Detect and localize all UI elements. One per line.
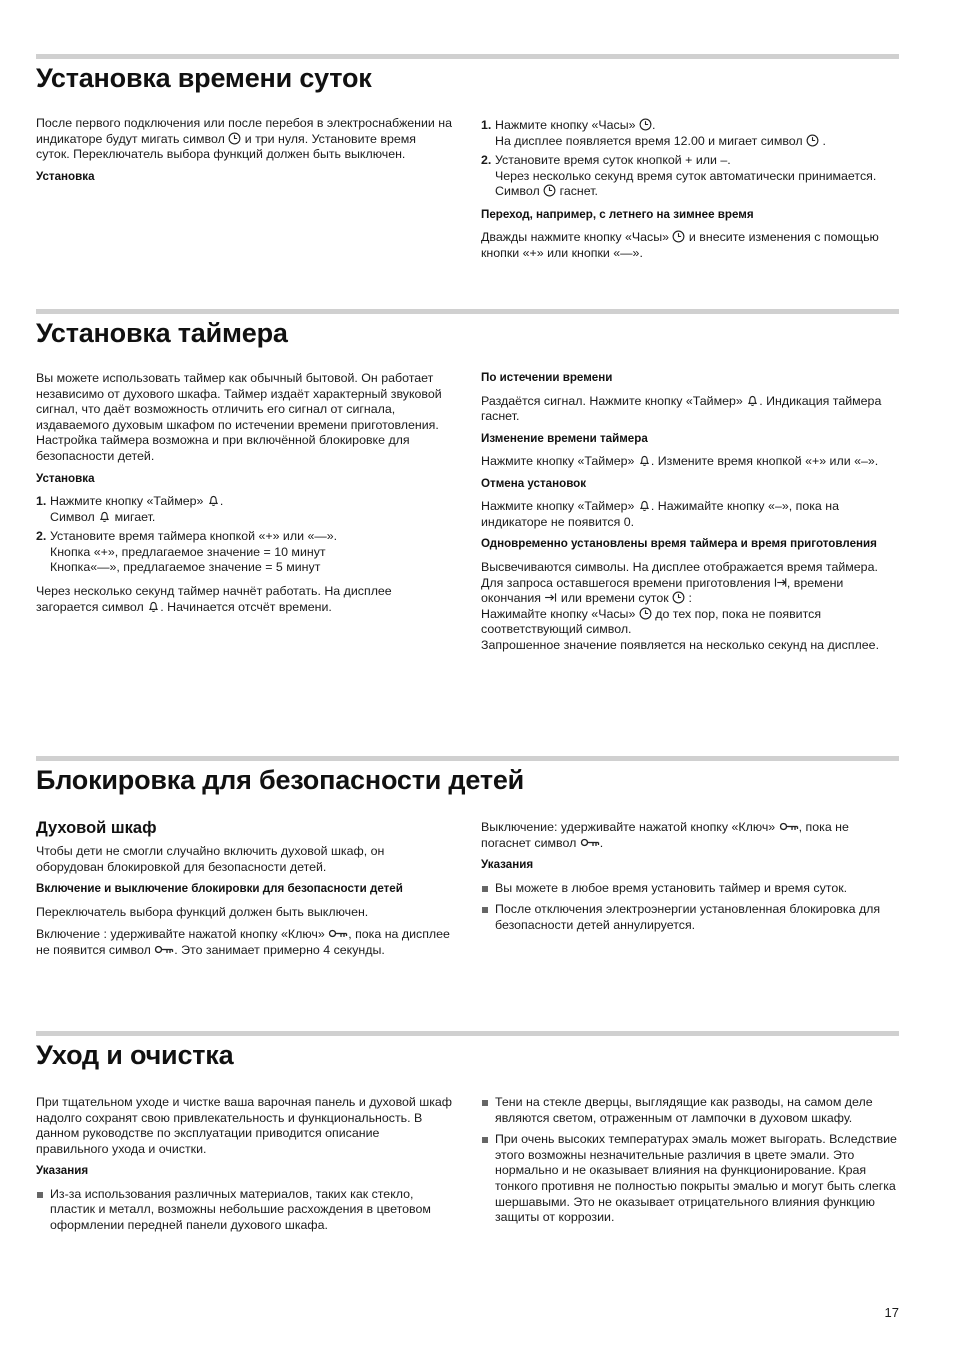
key-icon [328, 927, 348, 940]
clock-icon [639, 118, 652, 131]
key-icon [580, 836, 600, 849]
clock-step-1: 1. Нажмите кнопку «Часы» . На дисплее появляется время 12.00 и мигает символ . [481, 118, 826, 148]
timer-cancel-text: Нажмите кнопку «Таймер» . Нажимайте кнопку «–», пока на индикаторе не появится 0. [481, 499, 839, 529]
timer-expire-text: Раздаётся сигнал. Нажмите кнопку «Таймер» . Индикация таймера гаснет. [481, 393, 882, 424]
clock-setup-heading: Установка [36, 169, 95, 183]
care-left-column [36, 1095, 452, 1242]
bell-icon [746, 394, 759, 407]
timer-right-column [481, 371, 897, 661]
page-number: 17 [884, 1305, 899, 1320]
lock-intro: Чтобы дети не смогли случайно включить духовой шкаф, он оборудован блокировкой для безопасности детей. [36, 844, 385, 874]
bell-icon [638, 454, 651, 467]
clock-icon [672, 230, 685, 243]
timer-change-text: Нажмите кнопку «Таймер» . Измените время кнопкой «+» или «–». [481, 454, 879, 469]
bullet-icon [482, 1137, 488, 1143]
clock-step-2: 2. Установите время суток кнопкой + или –. Через несколько секунд время суток автоматически принимается. Символ гаснет. [481, 153, 877, 199]
timer-both-text: Высвечиваются символы. На дисплее отображается время таймера. Для запроса оставшегося времени приготовления , времени окончания или времени суток : Нажимайте кнопку «Часы» до тех пор, пока не появится соответствующий символ. Запрошенное значение появляется на несколько секунд на дисплее. [481, 559, 880, 652]
timer-expire-heading: По истечении времени [481, 371, 613, 384]
timer-both-heading: Одновременно установлены время таймера и время приготовления [481, 537, 877, 551]
clock-icon [672, 591, 685, 604]
timer-left-column [36, 371, 452, 622]
list-item: После отключения электроэнергии установленная блокировка для безопасности детей аннулируется. [481, 902, 897, 933]
lock-notes-list [481, 881, 897, 934]
section-title-care: Уход и очистка [36, 1040, 234, 1070]
timer-step-2: 2. Установите время таймера кнопкой «+» или «—». Кнопка «+», предлагаемое значение = 10 минут Кнопка«—», предлагаемое значение = 5 минут [36, 529, 338, 575]
care-intro: При тщательном уходе и чистке ваша варочная панель и духовой шкаф надолго сохранят свою привлекательность и функциональность. В данном руководстве по эксплуатации приводится описание правильного ухода и очистки. [36, 1095, 452, 1156]
bullet-icon [482, 1100, 488, 1106]
timer-setup-heading: Установка [36, 471, 95, 485]
list-item: Вы можете в любое время установить таймер и время суток. [481, 881, 897, 897]
bell-icon [207, 494, 220, 507]
bullet-icon [482, 886, 488, 892]
key-icon [154, 943, 174, 956]
timer-intro: Вы можете использовать таймер как обычный бытовой. Он работает независимо от духового шкафа. Таймер издаёт характерный звуковой сигнал, что даёт возможность отличить его сигнал от сигнала, издаваемого духовым шкафом по истечении времени приготовления. Настройка таймера возможна и при включённой блокировке для безопасности детей. [36, 371, 442, 463]
care-notes-right [481, 1095, 897, 1226]
bullet-icon [482, 907, 488, 913]
section-divider [36, 1031, 899, 1036]
lock-left-column [36, 818, 452, 965]
section-title-timer: Установка таймера [36, 318, 288, 348]
clock-icon [543, 184, 556, 197]
bell-icon [147, 600, 160, 613]
list-item: Из-за использования различных материалов, таких как стекло, пластик и металл, возможны небольшие расхождения в цветовом оформлении передней панели духового шкафа. [36, 1187, 452, 1234]
care-notes-left [36, 1187, 452, 1234]
clock-left-column [36, 116, 452, 192]
timer-step-1: 1. Нажмите кнопку «Таймер» . Символ мигает. [36, 494, 224, 524]
bullet-icon [37, 1192, 43, 1198]
bell-icon [98, 510, 111, 523]
clock-intro: После первого подключения или после перебоя в электроснабжении на индикаторе будут мигать символ и три нуля. Установите время суток. Переключатель выбора функций должен быть выключен. [36, 116, 452, 162]
timer-steps [36, 494, 452, 576]
care-right-column [481, 1095, 897, 1234]
section-title-child-lock: Блокировка для безопасности детей [36, 765, 525, 795]
lock-onoff-heading: Включение и выключение блокировки для безопасности детей [36, 882, 403, 896]
lock-off-text: Выключение: удерживайте нажатой кнопку «Ключ» , пока не погаснет символ . [481, 820, 849, 850]
clock-right-column [481, 118, 897, 269]
bell-icon [638, 499, 651, 512]
clock-switch-heading: Переход, например, с летнего на зимнее время [481, 207, 754, 221]
duration-icon [774, 576, 787, 589]
end-time-icon [544, 591, 557, 604]
section-divider [36, 756, 899, 761]
list-item: При очень высоких температурах эмаль может выгорать. Вследствие этого возможны незначительные различия в цвете эмали. Это нормально и не оказывает влияния на функционирование. Края тонкого противня не полностью покрыты эмалью и могут быть слегка шершавыми. Это не оказывает отрицательного влияния функцию защиты от коррозии. [481, 1132, 897, 1226]
key-icon [779, 820, 799, 833]
timer-change-heading: Изменение времени таймера [481, 431, 648, 445]
section-divider [36, 54, 899, 59]
lock-notes-heading: Указания [481, 858, 534, 872]
timer-cancel-heading: Отмена установок [481, 476, 587, 490]
clock-switch-text: Дважды нажмите кнопку «Часы» и внесите изменения с помощью кнопки «+» или кнопки «—». [481, 230, 879, 261]
clock-icon [228, 132, 241, 145]
clock-icon [639, 607, 652, 620]
lock-on-text: Включение : удерживайте нажатой кнопку «Ключ» , пока на дисплее не появится символ . Это занимает примерно 4 секунды. [36, 927, 450, 957]
clock-steps [481, 118, 897, 200]
list-item: Тени на стекле дверцы, выглядящие как разводы, на самом деле являются светом, отраженным от лампочки в духовом шкафу. [481, 1095, 897, 1126]
lock-switch-note: Переключатель выбора функций должен быть выключен. [36, 904, 369, 919]
care-notes-heading: Указания [36, 1164, 89, 1178]
lock-subtitle: Духовой шкаф [36, 819, 157, 837]
clock-icon [806, 134, 819, 147]
section-title-clock: Установка времени суток [36, 63, 372, 93]
timer-after-text: Через несколько секунд таймер начнёт работать. На дисплее загорается символ . Начинается отсчёт времени. [36, 584, 392, 614]
lock-right-column [481, 820, 897, 941]
section-divider [36, 309, 899, 314]
